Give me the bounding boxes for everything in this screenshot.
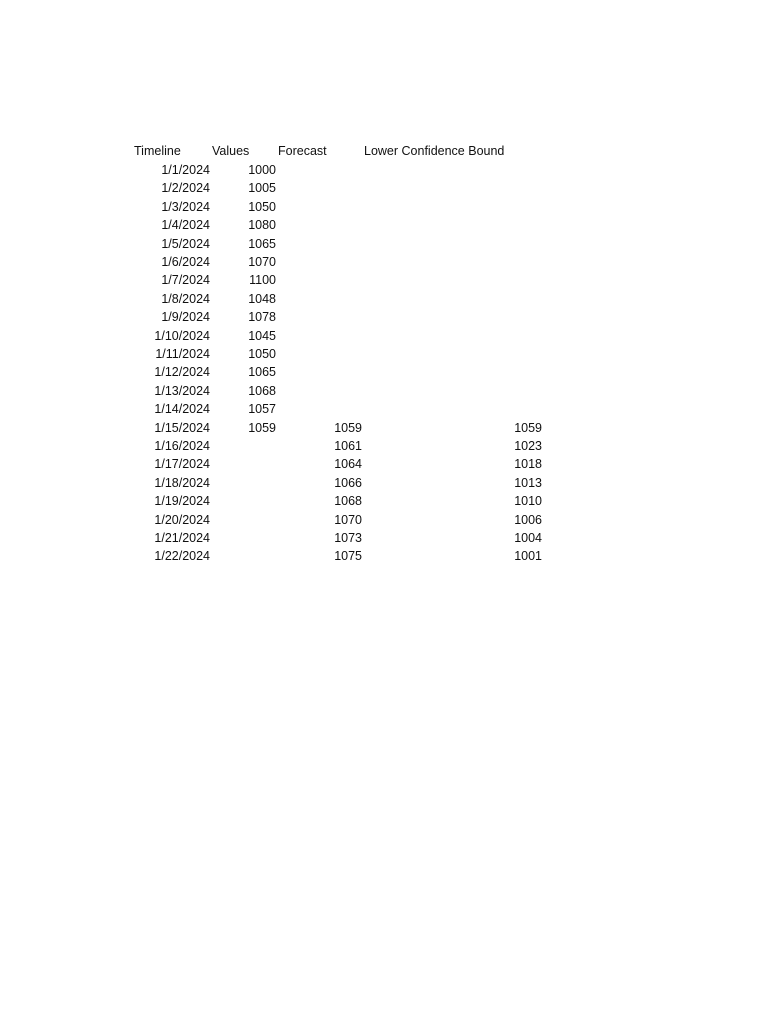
values-cell[interactable]: 1000 <box>248 163 276 177</box>
values-cell[interactable]: 1065 <box>248 237 276 251</box>
timeline-cell[interactable]: 1/15/2024 <box>154 421 210 435</box>
lower-confidence-bound-cell[interactable]: 1013 <box>514 476 542 490</box>
values-cell[interactable]: 1070 <box>248 255 276 269</box>
timeline-cell[interactable]: 1/17/2024 <box>154 457 210 471</box>
header-values[interactable]: Values <box>212 144 250 158</box>
values-cell[interactable]: 1048 <box>248 292 276 306</box>
timeline-cell[interactable]: 1/7/2024 <box>161 273 210 287</box>
timeline-cell[interactable]: 1/10/2024 <box>154 329 210 343</box>
lower-confidence-bound-cell[interactable]: 1059 <box>514 421 542 435</box>
lower-confidence-bound-cell[interactable]: 1006 <box>514 513 542 527</box>
timeline-cell[interactable]: 1/8/2024 <box>161 292 210 306</box>
timeline-cell[interactable]: 1/12/2024 <box>154 365 210 379</box>
values-cell[interactable]: 1050 <box>248 347 276 361</box>
timeline-cell[interactable]: 1/19/2024 <box>154 494 210 508</box>
header-timeline[interactable]: Timeline <box>134 144 181 158</box>
values-cell[interactable]: 1080 <box>248 218 276 232</box>
timeline-cell[interactable]: 1/14/2024 <box>154 402 210 416</box>
timeline-cell[interactable]: 1/20/2024 <box>154 513 210 527</box>
values-cell[interactable]: 1100 <box>249 273 276 287</box>
forecast-cell[interactable]: 1068 <box>334 494 362 508</box>
timeline-cell[interactable]: 1/6/2024 <box>161 255 210 269</box>
header-lower-confidence-bound[interactable]: Lower Confidence Bound <box>364 144 505 158</box>
timeline-cell[interactable]: 1/22/2024 <box>154 549 210 563</box>
values-cell[interactable]: 1057 <box>248 402 276 416</box>
forecast-cell[interactable]: 1075 <box>334 549 362 563</box>
timeline-cell[interactable]: 1/11/2024 <box>155 347 210 361</box>
forecast-cell[interactable]: 1070 <box>334 513 362 527</box>
values-cell[interactable]: 1005 <box>248 181 276 195</box>
values-cell[interactable]: 1050 <box>248 200 276 214</box>
lower-confidence-bound-cell[interactable]: 1010 <box>514 494 542 508</box>
values-cell[interactable]: 1065 <box>248 365 276 379</box>
timeline-cell[interactable]: 1/16/2024 <box>154 439 210 453</box>
forecast-cell[interactable]: 1064 <box>334 457 362 471</box>
lower-confidence-bound-cell[interactable]: 1023 <box>514 439 542 453</box>
timeline-cell[interactable]: 1/21/2024 <box>154 531 210 545</box>
timeline-cell[interactable]: 1/13/2024 <box>154 384 210 398</box>
forecast-cell[interactable]: 1073 <box>334 531 362 545</box>
lower-confidence-bound-cell[interactable]: 1018 <box>514 457 542 471</box>
timeline-cell[interactable]: 1/2/2024 <box>161 181 210 195</box>
lower-confidence-bound-cell[interactable]: 1001 <box>514 549 542 563</box>
values-cell[interactable]: 1078 <box>248 310 276 324</box>
values-cell[interactable]: 1045 <box>248 329 276 343</box>
timeline-cell[interactable]: 1/5/2024 <box>161 237 210 251</box>
values-cell[interactable]: 1059 <box>248 421 276 435</box>
timeline-cell[interactable]: 1/18/2024 <box>154 476 210 490</box>
header-forecast[interactable]: Forecast <box>278 144 327 158</box>
forecast-cell[interactable]: 1066 <box>334 476 362 490</box>
timeline-cell[interactable]: 1/4/2024 <box>161 218 210 232</box>
forecast-cell[interactable]: 1059 <box>334 421 362 435</box>
values-cell[interactable]: 1068 <box>248 384 276 398</box>
timeline-cell[interactable]: 1/3/2024 <box>161 200 210 214</box>
timeline-cell[interactable]: 1/1/2024 <box>161 163 210 177</box>
timeline-cell[interactable]: 1/9/2024 <box>161 310 210 324</box>
forecast-cell[interactable]: 1061 <box>334 439 362 453</box>
lower-confidence-bound-cell[interactable]: 1004 <box>514 531 542 545</box>
